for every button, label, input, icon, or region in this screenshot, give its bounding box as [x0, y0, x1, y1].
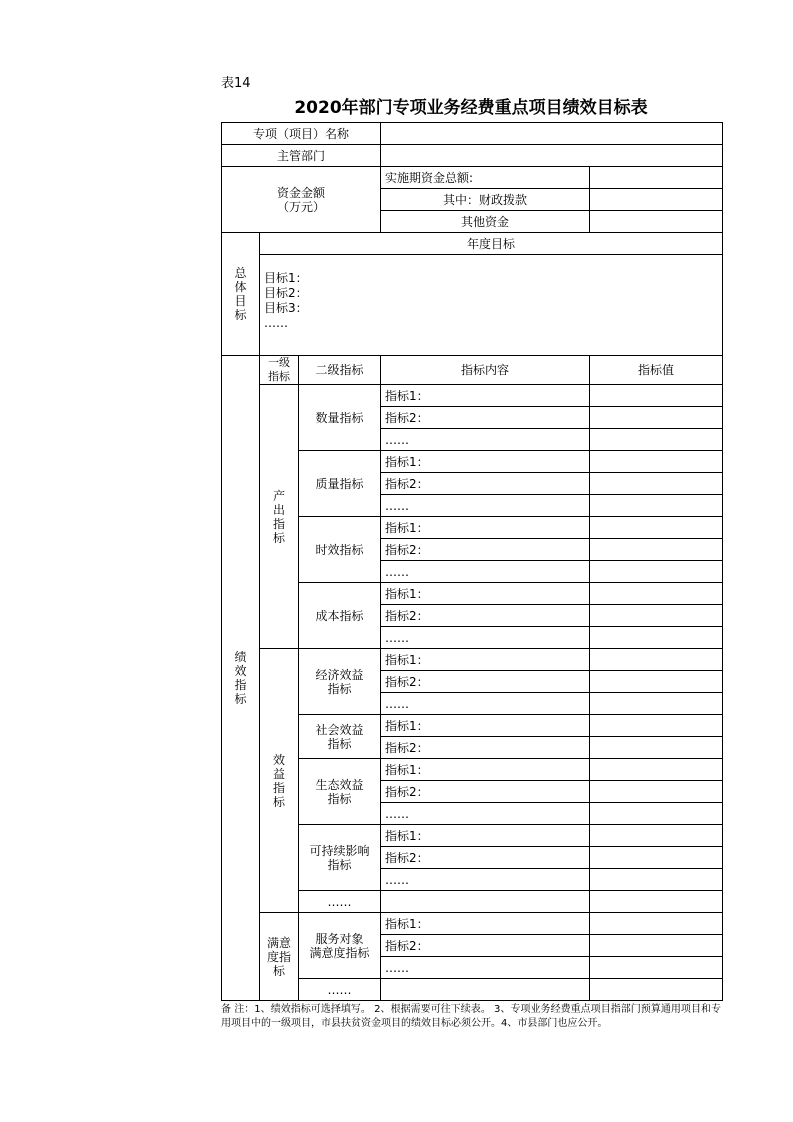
- benefit-more-indicator: ……: [299, 891, 381, 913]
- fiscal-funds-label: 其中：财政拨款: [381, 189, 590, 211]
- indicator-value[interactable]: [590, 715, 723, 737]
- indicator-content[interactable]: 指标1：: [381, 715, 590, 737]
- indicator-content[interactable]: 指标1：: [381, 759, 590, 781]
- indicator-content[interactable]: 指标2：: [381, 407, 590, 429]
- annual-goal-content[interactable]: [260, 255, 723, 356]
- other-funds-label: 其他资金: [381, 211, 590, 233]
- indicator-value[interactable]: [590, 495, 723, 517]
- indicator-content[interactable]: 指标1：: [381, 517, 590, 539]
- indicator-value[interactable]: [590, 671, 723, 693]
- overall-goal-section: 总 体 目 标: [222, 233, 260, 356]
- output-indicator-group: 产 出 指 标: [260, 385, 299, 649]
- satisfaction-indicator-group: 满意 度指 标: [260, 913, 299, 1001]
- performance-indicator-section: 绩 效 指 标: [222, 356, 260, 1001]
- indicator-content[interactable]: 指标2：: [381, 847, 590, 869]
- indicator-content[interactable]: ……: [381, 957, 590, 979]
- indicator-value[interactable]: [590, 561, 723, 583]
- indicator-value[interactable]: [590, 407, 723, 429]
- goal-item: ……: [264, 316, 288, 330]
- footnote: 备 注：1、绩效指标可选择填写。 2、根据需要可往下续表。 3、专项业务经费重点项目指部门预算通用项目和专用项目中的一级项目，市县扶贫资金项目的绩效目标必须公开。4、市县部门也应公开。: [221, 1004, 721, 1029]
- project-name-label: 专项（项目）名称: [222, 123, 381, 145]
- indicator-value[interactable]: [590, 737, 723, 759]
- indicator-content[interactable]: 指标1：: [381, 825, 590, 847]
- indicator-value[interactable]: [590, 649, 723, 671]
- indicator-content[interactable]: 指标2：: [381, 671, 590, 693]
- indicator-content[interactable]: 指标2：: [381, 473, 590, 495]
- indicator-content[interactable]: ……: [381, 803, 590, 825]
- sustainability-indicator: 可持续影响 指标: [299, 825, 381, 891]
- indicator-value[interactable]: [590, 957, 723, 979]
- service-satisfaction-indicator: 服务对象 满意度指标: [299, 913, 381, 979]
- goal-item: 目标3：: [264, 301, 308, 315]
- total-funds-label: 实施期资金总额:: [381, 167, 590, 189]
- indicator-content[interactable]: 指标2：: [381, 605, 590, 627]
- indicator-content[interactable]: 指标2：: [381, 539, 590, 561]
- indicator-value[interactable]: [590, 627, 723, 649]
- indicator-value[interactable]: [590, 539, 723, 561]
- indicator-content[interactable]: 指标2：: [381, 737, 590, 759]
- indicator-content[interactable]: 指标1：: [381, 913, 590, 935]
- benefit-indicator-group: 效 益 指 标: [260, 649, 299, 913]
- indicator-content[interactable]: [381, 891, 590, 913]
- quantity-indicator: 数量指标: [299, 385, 381, 451]
- indicator-value[interactable]: [590, 759, 723, 781]
- value-header: 指标值: [590, 356, 723, 385]
- indicator-content[interactable]: 指标1：: [381, 451, 590, 473]
- economic-benefit-indicator: 经济效益 指标: [299, 649, 381, 715]
- indicator-value[interactable]: [590, 869, 723, 891]
- ecological-benefit-indicator: 生态效益 指标: [299, 759, 381, 825]
- dept-value[interactable]: [381, 145, 723, 167]
- funds-label-line2: （万元）: [277, 199, 326, 214]
- indicator-content[interactable]: ……: [381, 495, 590, 517]
- indicator-value[interactable]: [590, 451, 723, 473]
- indicator-value[interactable]: [590, 913, 723, 935]
- social-benefit-indicator: 社会效益 指标: [299, 715, 381, 759]
- indicator-content[interactable]: ……: [381, 627, 590, 649]
- timeliness-indicator: 时效指标: [299, 517, 381, 583]
- indicator-value[interactable]: [590, 891, 723, 913]
- fiscal-funds-value[interactable]: [590, 189, 723, 211]
- indicator-content[interactable]: ……: [381, 693, 590, 715]
- level1-header: 一级 指标: [260, 356, 299, 385]
- goal-item: 目标2：: [264, 286, 308, 300]
- project-name-value[interactable]: [381, 123, 723, 145]
- other-funds-value[interactable]: [590, 211, 723, 233]
- indicator-value[interactable]: [590, 781, 723, 803]
- indicator-value[interactable]: [590, 693, 723, 715]
- satisfaction-more-indicator: ……: [299, 979, 381, 1001]
- indicator-value[interactable]: [590, 825, 723, 847]
- funds-label: [222, 167, 381, 233]
- indicator-value[interactable]: [590, 605, 723, 627]
- indicator-content[interactable]: ……: [381, 429, 590, 451]
- content-header: 指标内容: [381, 356, 590, 385]
- indicator-value[interactable]: [590, 935, 723, 957]
- indicator-content[interactable]: 指标1：: [381, 583, 590, 605]
- goal-item: 目标1：: [264, 271, 308, 285]
- annual-goal-header: 年度目标: [260, 233, 723, 255]
- indicator-content[interactable]: [381, 979, 590, 1001]
- indicator-value[interactable]: [590, 847, 723, 869]
- indicator-value[interactable]: [590, 979, 723, 1001]
- level2-header: 二级指标: [299, 356, 381, 385]
- indicator-content[interactable]: 指标1：: [381, 649, 590, 671]
- indicator-value[interactable]: [590, 803, 723, 825]
- indicator-content[interactable]: 指标1：: [381, 385, 590, 407]
- indicator-value[interactable]: [590, 473, 723, 495]
- indicator-content[interactable]: ……: [381, 561, 590, 583]
- performance-goal-table: [221, 122, 723, 1001]
- indicator-value[interactable]: [590, 583, 723, 605]
- indicator-value[interactable]: [590, 429, 723, 451]
- page-title: 2020年部门专项业务经费重点项目绩效目标表: [294, 98, 648, 118]
- indicator-content[interactable]: 指标2：: [381, 935, 590, 957]
- indicator-value[interactable]: [590, 385, 723, 407]
- table-number-label: 表14: [221, 76, 251, 91]
- indicator-value[interactable]: [590, 517, 723, 539]
- dept-label: 主管部门: [222, 145, 381, 167]
- cost-indicator: 成本指标: [299, 583, 381, 649]
- quality-indicator: 质量指标: [299, 451, 381, 517]
- indicator-content[interactable]: 指标2：: [381, 781, 590, 803]
- indicator-content[interactable]: ……: [381, 869, 590, 891]
- total-funds-value[interactable]: [590, 167, 723, 189]
- funds-label-line1: 资金金额: [277, 185, 326, 200]
